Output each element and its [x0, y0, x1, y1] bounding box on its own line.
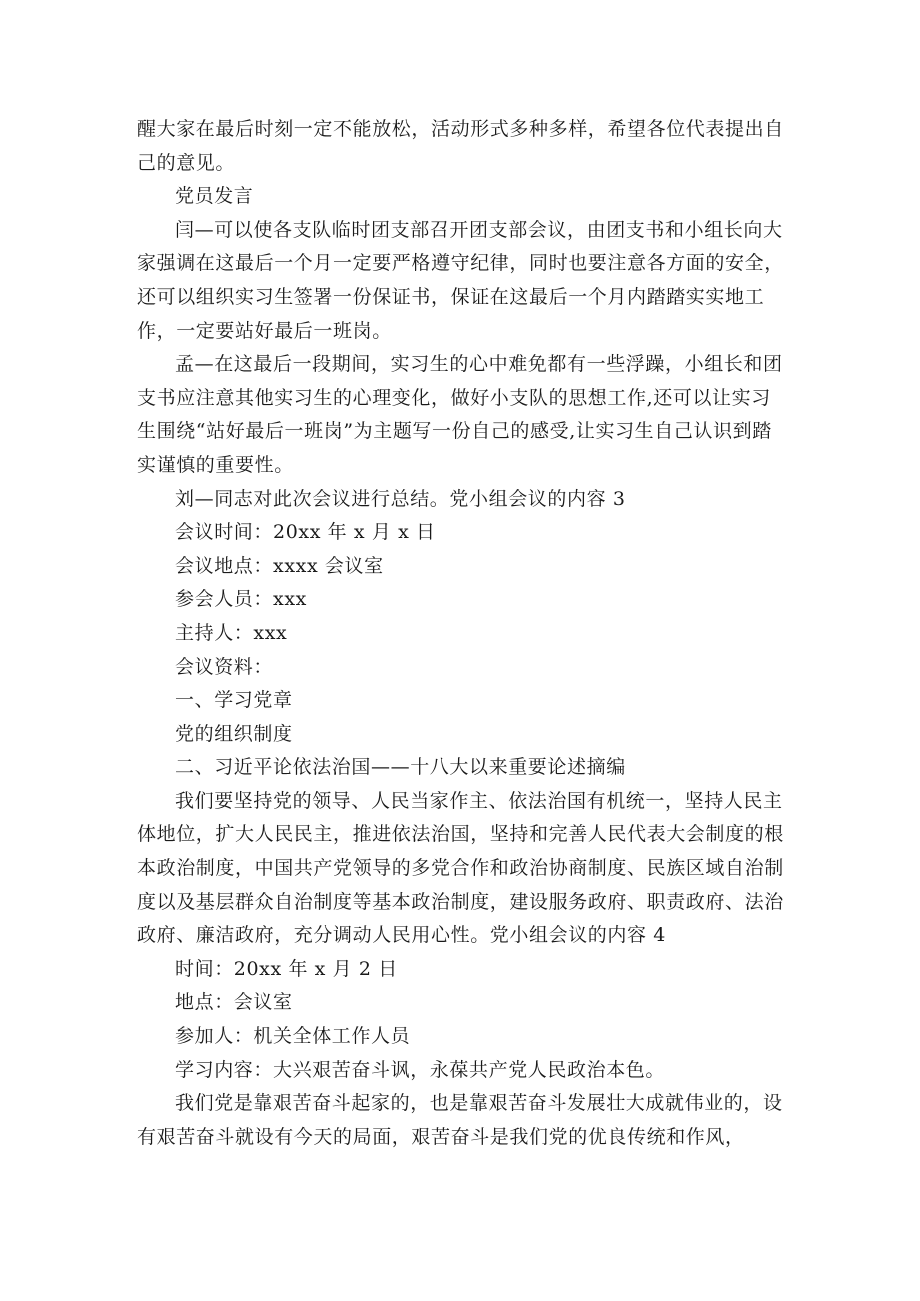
paragraph-meng-speech: 孟—在这最后一段期间，实习生的心中难免都有一些浮躁，小组长和团支书应注意其他实习生的心理变化，做好小支队的思想工作,还可以让实习生围绕“站好最后一班岗”为主题写一份自己的感受,让实习生自己认识到踏实谨慎的重要性。 [137, 353, 783, 476]
paragraph-liu-summary: 刘—同志对此次会议进行总结。党小组会议的内容 3 [175, 487, 626, 510]
meeting4-study-content: 学习内容：大兴艰苦奋斗讽，永葆共产党人民政治本色。 [175, 1058, 666, 1081]
meeting4-attendees: 参加人：机关全体工作人员 [175, 1025, 411, 1048]
meeting-attendees: 参会人员：xxx [175, 588, 307, 611]
meeting-time: 会议时间：20xx 年 x 月 x 日 [175, 521, 436, 544]
meeting4-time: 时间：20xx 年 x 月 2 日 [175, 957, 398, 980]
document-body [137, 113, 789, 1154]
paragraph-continuation: 醒大家在最后时刻一定不能放松，活动形式多种多样，希望各位代表提出自己的意见。 [137, 118, 784, 174]
meeting-host: 主持人：xxx [175, 621, 288, 644]
meeting4-location: 地点：会议室 [175, 991, 293, 1014]
material-item-1: 一、学习党章 [175, 689, 293, 712]
paragraph-rule-of-law: 我们要坚持党的领导、人民当家作主、依法治国有机统一，坚持人民主体地位，扩大人民民主，推进依法治国，坚持和完善人民代表大会制度的根本政治制度，中国共产党领导的多党合作和政治协商制度、民族区域自治制度以及基层群众自治制度等基本政治制度，建设服务政府、职责政府、法治政府、廉洁政府，充分调动人民用心性。党小组会议的内容 4 [137, 789, 784, 947]
paragraph-hard-work: 我们党是靠艰苦奋斗起家的，也是靠艰苦奋斗发展壮大成就伟业的，设有艰苦奋斗就设有今天的局面，艰苦奋斗是我们党的优良传统和作风， [137, 1092, 783, 1148]
meeting-materials-label: 会议资料： [175, 655, 274, 678]
meeting-location: 会议地点：xxxx 会议室 [175, 554, 384, 577]
material-item-2: 二、习近平论依法治国——十八大以来重要论述摘编 [175, 756, 626, 779]
paragraph-yan-speech: 闫—可以使各支队临时团支部召开团支部会议，由团支书和小组长向大家强调在这最后一个月一定要严格遵守纪律，同时也要注意各方面的安全，还可以组织实习生签署一份保证书，保证在这最后一个月内踏踏实实地工作，一定要站好最后一班岗。 [137, 218, 784, 342]
heading-party-member-speech: 党员发言 [175, 185, 254, 208]
material-subitem: 党的组织制度 [175, 722, 293, 745]
